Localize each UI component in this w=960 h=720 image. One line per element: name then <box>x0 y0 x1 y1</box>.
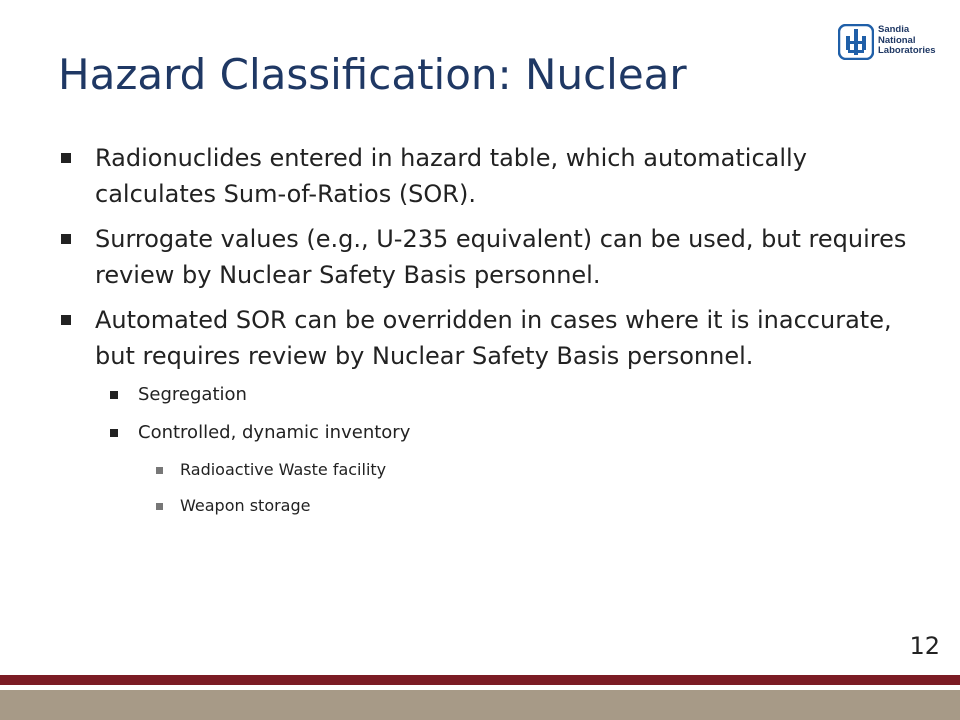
footer-band-tan <box>0 690 960 720</box>
logo-wordmark <box>878 25 936 57</box>
sub-sub-bullet-item <box>58 459 918 481</box>
square-bullet-icon <box>110 429 118 437</box>
logo-line-1: Sandia <box>878 24 910 35</box>
square-bullet-icon <box>61 153 71 163</box>
bullet-text: Automated SOR can be overridden in cases where it is inaccurate, but requires review by Nuclear Safety Basis personnel. <box>95 306 892 370</box>
bullet-item <box>58 140 918 212</box>
sub-bullet-text: Segregation <box>138 384 247 405</box>
square-bullet-icon <box>61 234 71 244</box>
slide-title: Hazard Classification: Nuclear <box>58 50 687 99</box>
bullet-item <box>58 221 918 293</box>
sandia-thunderbird-icon <box>838 24 874 60</box>
logo-line-2: National <box>878 34 916 46</box>
footer-band-red <box>0 675 960 685</box>
bullet-list <box>58 140 918 531</box>
square-bullet-icon <box>110 391 118 399</box>
sub-bullet-item <box>58 383 918 407</box>
square-bullet-icon <box>156 467 163 474</box>
bullet-text: Surrogate values (e.g., U-235 equivalent) can be used, but requires review by Nuclear Safety Basis personnel. <box>95 225 907 289</box>
bullet-text: Radionuclides entered in hazard table, which automatically calculates Sum-of-Ratios (SOR). <box>95 144 807 208</box>
square-bullet-icon <box>61 315 71 325</box>
sub-sub-bullet-item <box>58 495 918 517</box>
logo-line-3: Laboratories <box>878 45 936 56</box>
sub-bullet-item <box>58 421 918 445</box>
sub-bullet-text: Controlled, dynamic inventory <box>138 422 411 443</box>
sub-sub-bullet-text: Weapon storage <box>180 496 311 515</box>
page-number: 12 <box>909 632 940 660</box>
square-bullet-icon <box>156 503 163 510</box>
sub-sub-bullet-text: Radioactive Waste facility <box>180 460 387 479</box>
sandia-logo <box>838 22 938 64</box>
bullet-item <box>58 302 918 374</box>
